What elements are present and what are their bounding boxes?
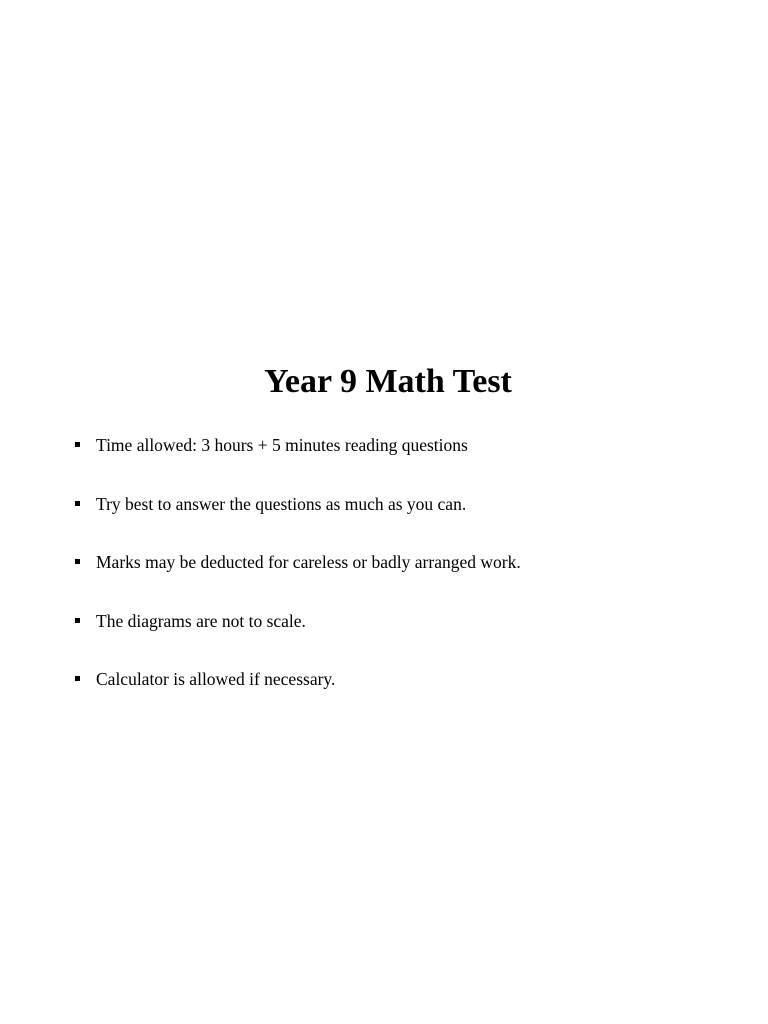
square-bullet-icon (75, 676, 80, 681)
square-bullet-icon (75, 501, 80, 506)
square-bullet-icon (75, 559, 80, 564)
instruction-text: Try best to answer the questions as much as you can. (96, 493, 467, 514)
instructions-list (0, 430, 720, 723)
instruction-text: Marks may be deducted for careless or badly arranged work. (96, 552, 521, 573)
instruction-text: Calculator is allowed if necessary. (96, 669, 336, 690)
list-item (0, 489, 720, 548)
list-item (0, 547, 720, 606)
list-item (0, 664, 720, 723)
instruction-text: Time allowed: 3 hours + 5 minutes reading questions (96, 435, 468, 455)
list-item (0, 430, 720, 489)
instruction-text: The diagrams are not to scale. (96, 610, 306, 631)
page-title: Year 9 Math Test (264, 363, 512, 400)
list-item (0, 606, 720, 665)
square-bullet-icon (75, 442, 80, 447)
square-bullet-icon (75, 618, 80, 623)
